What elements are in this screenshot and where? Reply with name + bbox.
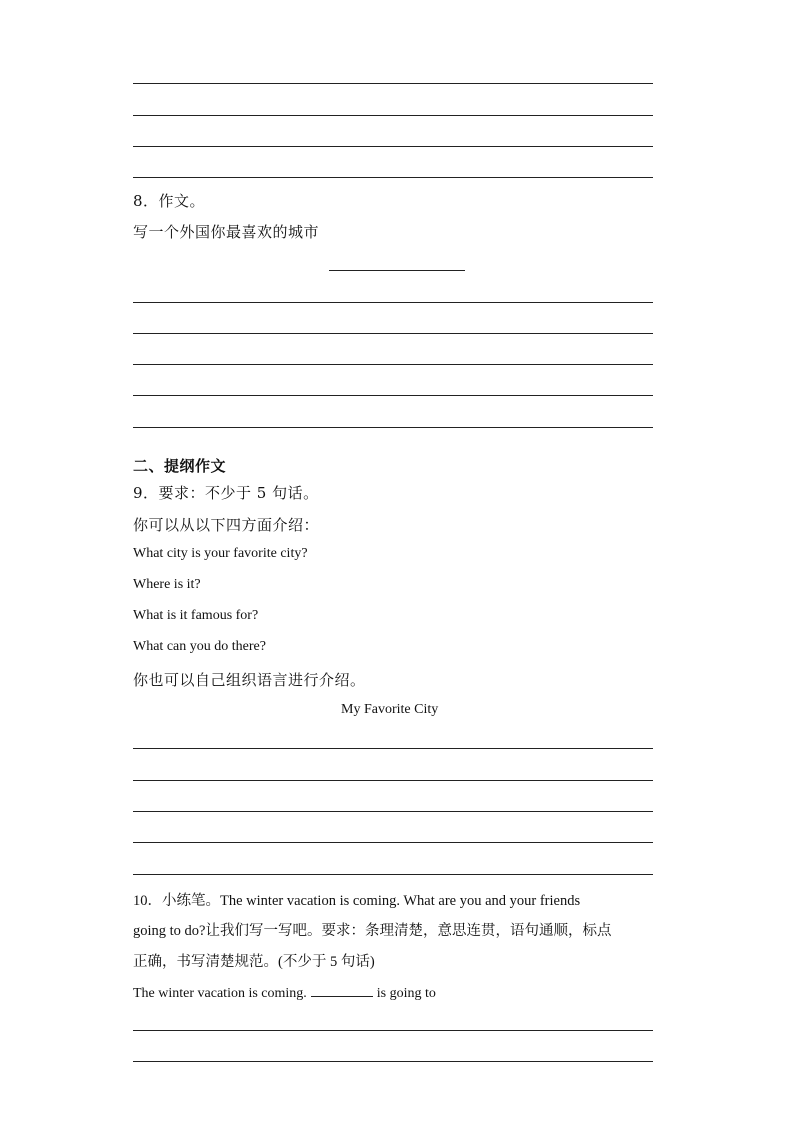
q10-starter bbox=[133, 984, 436, 1002]
writing-line bbox=[133, 842, 653, 843]
writing-line bbox=[133, 427, 653, 428]
q9-note: 你也可以自己组织语言进行介绍。 bbox=[133, 671, 366, 689]
writing-line bbox=[133, 748, 653, 749]
starter-text: is going to bbox=[376, 986, 436, 1001]
q9-question: What can you do there? bbox=[133, 639, 266, 654]
q10-line: going to do?让我们写一写吧。要求：条理清楚，意思连贯，语句通顺，标点 bbox=[133, 923, 612, 939]
writing-line bbox=[133, 146, 653, 147]
essay-title: My Favorite City bbox=[341, 702, 439, 717]
q9-question: What city is your favorite city? bbox=[133, 546, 308, 561]
q8-prompt: 写一个外国你最喜欢的城市 bbox=[133, 223, 320, 241]
q10-line: 正确，书写清楚规范。(不少于 5 句话) bbox=[133, 954, 375, 970]
writing-line bbox=[133, 1030, 653, 1031]
q9-heading: 9．要求：不少于 5 句话。 bbox=[133, 484, 319, 502]
writing-line bbox=[133, 333, 653, 334]
q10-line: 10．小练笔。The winter vacation is coming. What are you and your friends bbox=[133, 893, 581, 909]
section-title: 二、提纲作文 bbox=[133, 457, 227, 475]
q9-intro: 你可以从以下四方面介绍： bbox=[133, 516, 320, 534]
writing-line bbox=[133, 364, 653, 365]
writing-line bbox=[133, 780, 653, 781]
q8-heading: 8．作文。 bbox=[133, 192, 206, 210]
title-blank-line bbox=[329, 270, 465, 271]
writing-line bbox=[133, 811, 653, 812]
writing-line bbox=[133, 395, 653, 396]
writing-line bbox=[133, 302, 653, 303]
q9-question: What is it famous for? bbox=[133, 608, 259, 623]
writing-line bbox=[133, 874, 653, 875]
writing-line bbox=[133, 115, 653, 116]
q9-question: Where is it? bbox=[133, 577, 201, 592]
starter-text: The winter vacation is coming. bbox=[133, 986, 307, 1001]
writing-line bbox=[133, 1061, 653, 1062]
fill-blank bbox=[311, 984, 373, 997]
writing-line bbox=[133, 83, 653, 84]
writing-line bbox=[133, 177, 653, 178]
